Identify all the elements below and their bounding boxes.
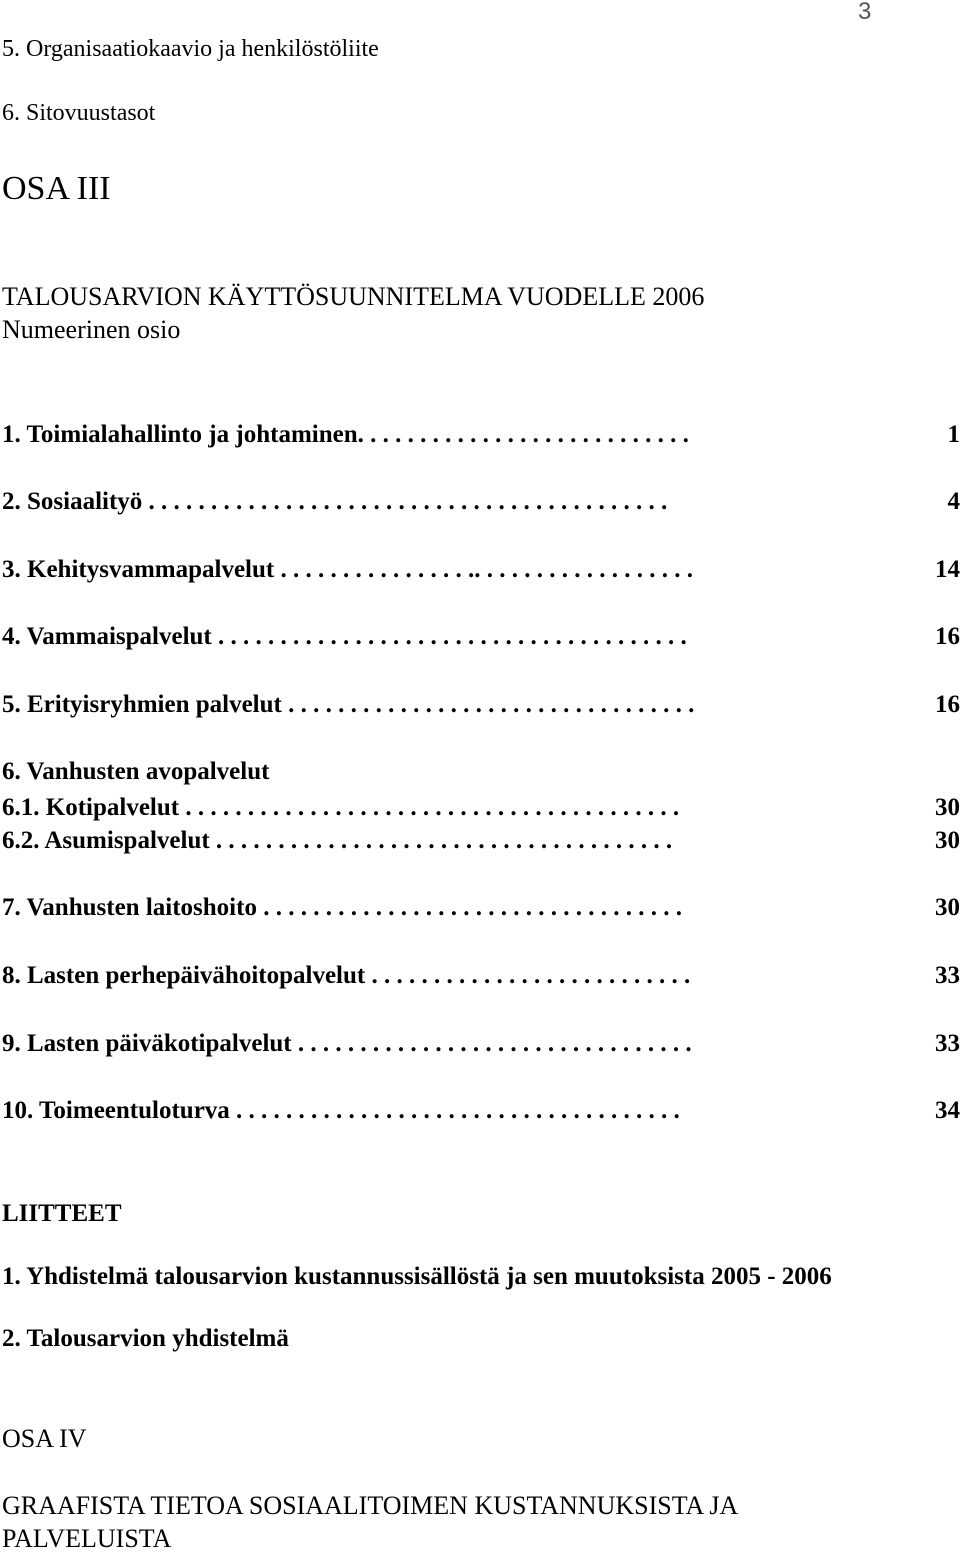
toc-item-page: 33 [935,962,960,989]
toc-item-label: 3. Kehitysvammapalvelut . . . . . . . . . . . . . . . .. . . . . . . . . . . . . . . . . . [2,556,693,583]
toc-item-label: 1. Toimialahallinto ja johtaminen. . . . . . . . . . . . . . . . . . . . . . . . . . . [2,421,689,448]
toc-item-label: 6.1. Kotipalvelut . . . . . . . . . . . . . . . . . . . . . . . . . . . . . . . . . . . . . . . . [2,794,680,821]
toc-item-label: 4. Vammaispalvelut . . . . . . . . . . . . . . . . . . . . . . . . . . . . . . . . . . . . . . [2,623,687,650]
toc-item-label: 7. Vanhusten laitoshoito . . . . . . . . . . . . . . . . . . . . . . . . . . . . . . . . . . [2,894,682,921]
toc-item-label: 8. Lasten perhepäivähoitopalvelut . . . . . . . . . . . . . . . . . . . . . . . . . . [2,962,691,989]
part3-title: TALOUSARVION KÄYTTÖSUUNNITELMA VUODELLE 2006 [2,282,705,311]
toc-item-page: 16 [935,691,960,718]
toc-item-page: 30 [935,794,960,821]
toc-item-label: 10. Toimeentuloturva . . . . . . . . . . . . . . . . . . . . . . . . . . . . . . . . . . . . [2,1097,680,1124]
toc-item-page: 1 [947,421,960,448]
toc-item-page: 33 [935,1030,960,1057]
toc-item-label: 5. Erityisryhmien palvelut . . . . . . . . . . . . . . . . . . . . . . . . . . . . . . . . . [2,691,695,718]
toc-item-page: 16 [935,623,960,650]
appendix-item: 2. Talousarvion yhdistelmä [2,1325,289,1352]
toc-item-page: 30 [935,894,960,921]
toc-item-label: 2. Sosiaalityö . . . . . . . . . . . . . . . . . . . . . . . . . . . . . . . . . . . . . . . . . . [2,488,668,515]
toc-item-label: 6.2. Asumispalvelut . . . . . . . . . . . . . . . . . . . . . . . . . . . . . . . . . . . . . [2,827,673,854]
part4-title-line1: GRAAFISTA TIETOA SOSIAALITOIMEN KUSTANNUKSISTA JA [2,1491,739,1520]
appendices-heading: LIITTEET [2,1200,122,1227]
part3-subtitle: Numeerinen osio [2,315,181,344]
toc-item-page: 30 [935,827,960,854]
toc-item-page: 4 [947,488,960,515]
intro-item: 6. Sitovuustasot [2,100,156,126]
intro-item: 5. Organisaatiokaavio ja henkilöstöliite [2,36,379,62]
part3-heading: OSA III [2,170,111,207]
part4-title-line2: PALVELUISTA [2,1524,172,1553]
appendix-item: 1. Yhdistelmä talousarvion kustannussisällöstä ja sen muutoksista 2005 - 2006 [2,1263,832,1290]
toc-item-label: 9. Lasten päiväkotipalvelut . . . . . . . . . . . . . . . . . . . . . . . . . . . . . . . . [2,1030,692,1057]
part4-heading: OSA IV [2,1424,87,1453]
page-number: 3 [858,0,872,25]
toc-item-page: 34 [935,1097,960,1124]
toc-item-label: 6. Vanhusten avopalvelut [2,758,270,785]
toc-item-page: 14 [935,556,960,583]
